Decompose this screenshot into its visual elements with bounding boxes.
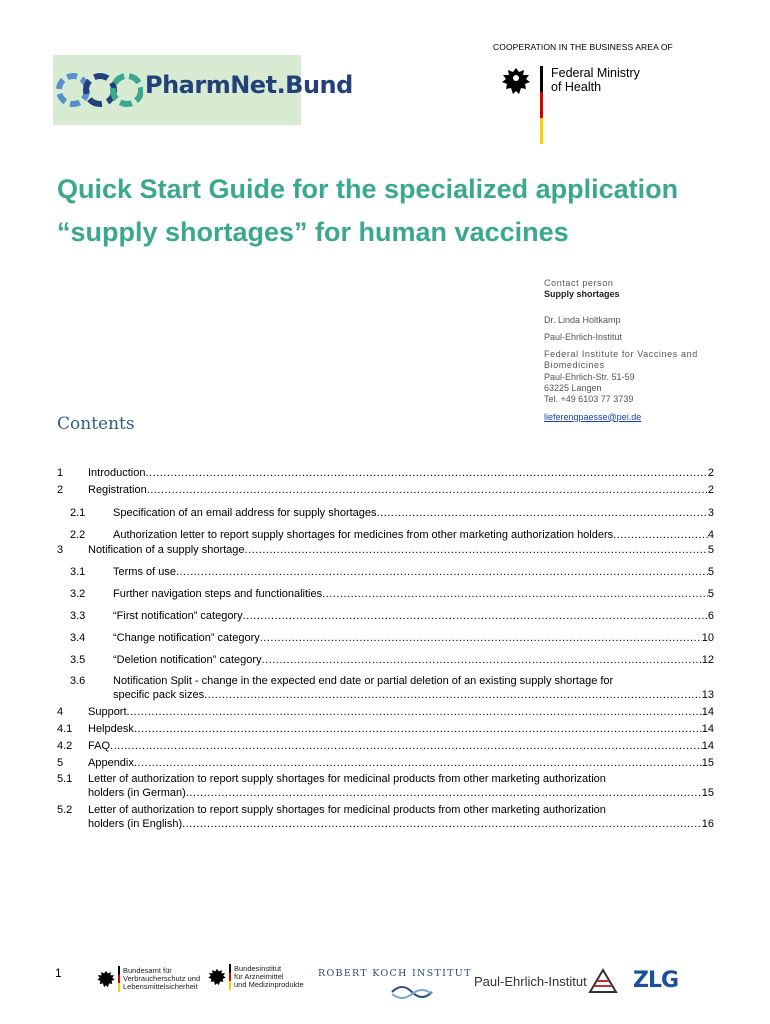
toc-entry[interactable] [57, 722, 714, 736]
toc-page: 5 [707, 588, 714, 600]
pharmnet-bund-logo [53, 55, 353, 125]
toc-entry[interactable] [57, 543, 714, 557]
pharmnet-wordmark: PharmNet.Bund [145, 71, 353, 99]
toc-entry[interactable] [57, 528, 714, 542]
toc-title: Letter of authorization to report supply shortages for medicinal products from other marketing authorization [88, 804, 606, 816]
toc-leader-dots [245, 543, 708, 557]
contact-block [544, 278, 734, 423]
toc-number: 2 [57, 484, 64, 496]
toc-title: Registration [88, 484, 147, 496]
contact-phone: Tel. +49 6103 77 3739 [544, 394, 634, 405]
flag-bar [540, 66, 543, 144]
toc-title: Support [88, 706, 127, 718]
toc-title-cont: holders (in English) [88, 818, 183, 830]
contact-name: Dr. Linda Holtkamp [544, 314, 621, 325]
federal-ministry-of-health-logo [500, 62, 660, 142]
toc-leader-dots [176, 565, 708, 579]
toc-page: 13 [701, 689, 714, 701]
toc-title: “Deletion notification” category [113, 654, 262, 666]
toc-entry[interactable] [57, 483, 714, 497]
toc-leader-dots [110, 739, 702, 753]
pei-emblem-icon [588, 968, 618, 996]
toc-page: 10 [701, 632, 714, 644]
toc-page: 15 [701, 787, 714, 799]
toc-title: Introduction [88, 467, 146, 479]
toc-number: 3.3 [70, 610, 86, 622]
toc-leader-dots [134, 722, 702, 736]
toc-page: 3 [707, 507, 714, 519]
toc-page: 2 [707, 484, 714, 496]
toc-title: Notification of a supply shortage [88, 544, 245, 556]
toc-page: 6 [707, 610, 714, 622]
toc-page: 2 [707, 467, 714, 479]
toc-leader-dots [127, 705, 702, 719]
toc-entry[interactable] [57, 705, 714, 719]
toc-number: 4 [57, 706, 64, 718]
toc-title: Authorization letter to report supply shortages for medicines from other marketing authorization holders [113, 529, 614, 541]
toc-number: 1 [57, 467, 64, 479]
toc-title: Notification Split - change in the expected end date or partial deletion of an existing supply shortage for [113, 675, 614, 687]
toc-entry[interactable] [57, 772, 714, 800]
toc-title: “First notification” category [113, 610, 243, 622]
toc-leader-dots [613, 528, 708, 542]
contact-label: Contact person [544, 278, 614, 288]
toc-page: 12 [701, 654, 714, 666]
toc-title: Appendix [88, 757, 134, 769]
toc-leader-dots [260, 631, 702, 645]
federal-eagle-icon [500, 66, 532, 96]
toc-title-cont: specific pack sizes [113, 689, 205, 701]
ministry-name: Federal Ministry of Health [551, 66, 640, 94]
toc-entry[interactable] [57, 565, 714, 579]
contact-email-link[interactable]: lieferengpaesse@pei.de [544, 411, 642, 422]
cooperation-label: COOPERATION IN THE BUSINESS AREA OF [493, 42, 673, 52]
toc-title: Specification of an email address for supply shortages [113, 507, 377, 519]
toc-page: 14 [701, 723, 714, 735]
toc-title: “Change notification” category [113, 632, 260, 644]
toc-number: 4.2 [57, 740, 73, 752]
toc-page: 4 [707, 529, 714, 541]
toc-leader-dots [182, 817, 702, 831]
toc-entry[interactable] [57, 631, 714, 645]
toc-number: 5.1 [57, 773, 73, 785]
toc-leader-dots [186, 786, 702, 800]
rki-emblem-icon [390, 980, 434, 1002]
toc-leader-dots [243, 609, 708, 623]
toc-leader-dots [134, 756, 702, 770]
toc-page: 5 [707, 566, 714, 578]
toc-number: 2.2 [70, 529, 86, 541]
toc-title: Helpdesk [88, 723, 134, 735]
toc-leader-dots [322, 587, 708, 601]
contact-city: 63225 Langen [544, 383, 602, 394]
toc-page: 14 [701, 740, 714, 752]
toc-number: 3.5 [70, 654, 86, 666]
toc-page: 14 [701, 706, 714, 718]
toc-title: Letter of authorization to report supply shortages for medicinal products from other marketing authorization [88, 773, 606, 785]
toc-leader-dots [377, 506, 708, 520]
toc-title: Terms of use [113, 566, 176, 578]
document-title: Quick Start Guide for the specialized application “supply shortages” for human vaccines [57, 174, 679, 247]
toc-entry[interactable] [57, 653, 714, 667]
toc-page: 16 [701, 818, 714, 830]
toc-title: Further navigation steps and functionalities [113, 588, 323, 600]
toc-entry[interactable] [57, 756, 714, 770]
toc-page: 5 [707, 544, 714, 556]
toc-page: 15 [701, 757, 714, 769]
toc-leader-dots [204, 688, 702, 702]
institute-description: Federal Institute for Vaccines and Biomedicines [544, 349, 698, 371]
toc-entry[interactable] [57, 803, 714, 831]
toc-number: 5.2 [57, 804, 73, 816]
toc-entry[interactable] [57, 506, 714, 520]
toc-entry[interactable] [57, 739, 714, 753]
toc-entry[interactable] [57, 609, 714, 623]
toc-title: FAQ [88, 740, 111, 752]
toc-entry[interactable] [57, 466, 714, 480]
federal-eagle-icon [96, 968, 116, 990]
pharmnet-rings-icon [53, 55, 143, 125]
zlg-logo: ZLG [633, 968, 679, 993]
toc-number: 5 [57, 757, 64, 769]
contact-topic: Supply shortages [544, 289, 620, 300]
toc-title-cont: holders (in German) [88, 787, 186, 799]
toc-number: 3 [57, 544, 64, 556]
toc-entry[interactable] [57, 587, 714, 601]
toc-leader-dots [145, 466, 707, 480]
toc-leader-dots [262, 653, 702, 667]
contact-institute: Paul-Ehrlich-Institut [544, 331, 623, 342]
rki-logo-text: ROBERT KOCH INSTITUT [318, 968, 472, 979]
contact-street: Paul-Ehrlich-Str. 51-59 [544, 371, 635, 382]
contents-heading: Contents [57, 414, 135, 434]
federal-eagle-icon [207, 966, 227, 988]
toc-number: 3.2 [70, 588, 86, 600]
toc-entry[interactable] [57, 674, 714, 702]
toc-leader-dots [147, 483, 708, 497]
toc-number: 2.1 [70, 507, 86, 519]
toc-number: 3.6 [70, 675, 86, 687]
toc-number: 3.1 [70, 566, 86, 578]
page-number: 1 [55, 966, 62, 980]
pei-logo-text: Paul-Ehrlich-Institut [474, 974, 587, 989]
toc-number: 3.4 [70, 632, 86, 644]
toc-number: 4.1 [57, 723, 73, 735]
